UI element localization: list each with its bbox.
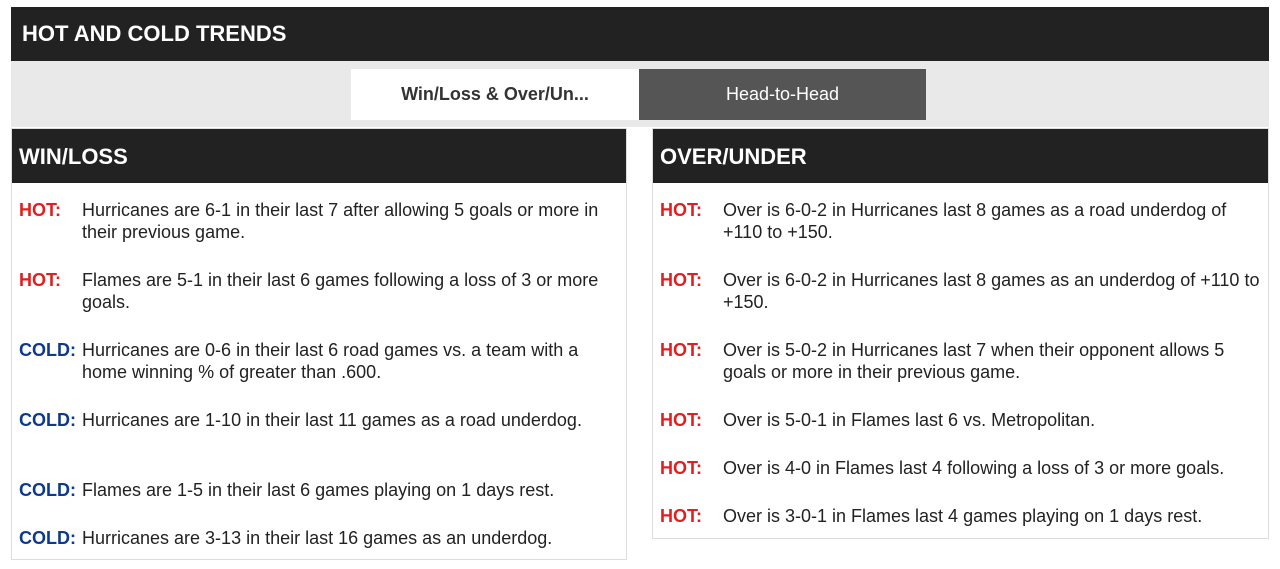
trend-text: Over is 5-0-1 in Flames last 6 vs. Metropolitan. xyxy=(723,410,1096,430)
tabs-bar xyxy=(11,61,1269,127)
over-under-title: OVER/UNDER xyxy=(653,129,1268,183)
trend-text: Flames are 5-1 in their last 6 games following a loss of 3 or more goals. xyxy=(82,270,599,312)
hot-tag: HOT: xyxy=(660,340,702,360)
hot-tag: HOT: xyxy=(660,410,702,430)
cold-tag: COLD: xyxy=(19,480,76,500)
cold-tag: COLD: xyxy=(19,410,76,430)
trend-text: Over is 6-0-2 in Hurricanes last 8 games as an underdog of +110 to +150. xyxy=(723,270,1260,312)
trend-text: Over is 5-0-2 in Hurricanes last 7 when their opponent allows 5 goals or more in their previous game. xyxy=(723,340,1225,382)
main-header xyxy=(11,7,1269,61)
hot-tag: HOT: xyxy=(19,270,61,290)
trend-text: Hurricanes are 0-6 in their last 6 road games vs. a team with a home winning % of greater than .600. xyxy=(82,340,579,382)
page-title: HOT AND COLD TRENDS xyxy=(22,21,287,46)
tab-win-loss-over-under[interactable]: Win/Loss & Over/Un... xyxy=(351,69,639,120)
trend-text: Hurricanes are 3-13 in their last 16 games as an underdog. xyxy=(82,528,553,548)
over-under-panel xyxy=(652,128,1269,539)
cold-tag: COLD: xyxy=(19,528,76,548)
win-loss-title: WIN/LOSS xyxy=(12,129,626,183)
trend-text: Flames are 1-5 in their last 6 games playing on 1 days rest. xyxy=(82,480,555,500)
trend-text: Over is 3-0-1 in Flames last 4 games playing on 1 days rest. xyxy=(723,506,1203,526)
hot-tag: HOT: xyxy=(660,458,702,478)
trend-text: Over is 4-0 in Flames last 4 following a loss of 3 or more goals. xyxy=(723,458,1225,478)
hot-tag: HOT: xyxy=(19,200,61,220)
tab-head-to-head[interactable]: Head-to-Head xyxy=(639,69,926,120)
trend-text: Hurricanes are 6-1 in their last 7 after allowing 5 goals or more in their previous game. xyxy=(82,200,599,242)
win-loss-panel xyxy=(11,128,627,560)
trend-text: Hurricanes are 1-10 in their last 11 games as a road underdog. xyxy=(82,410,582,430)
hot-tag: HOT: xyxy=(660,270,702,290)
hot-tag: HOT: xyxy=(660,200,702,220)
cold-tag: COLD: xyxy=(19,340,76,360)
trend-text: Over is 6-0-2 in Hurricanes last 8 games as a road underdog of +110 to +150. xyxy=(723,200,1227,242)
hot-tag: HOT: xyxy=(660,506,702,526)
